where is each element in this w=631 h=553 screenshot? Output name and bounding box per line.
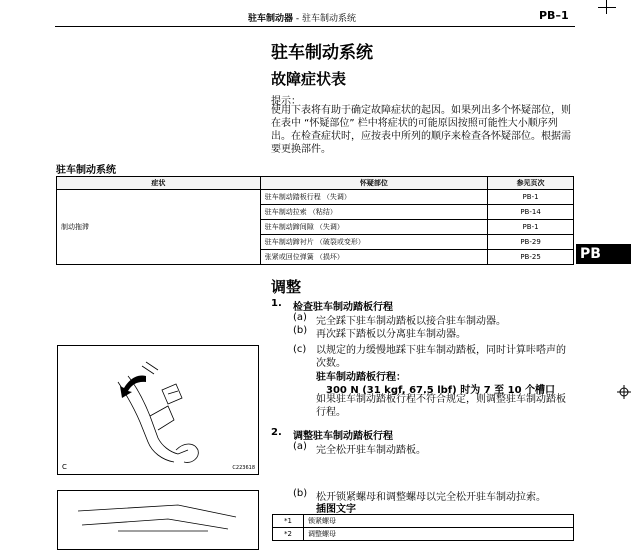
suspect-area-cell: 驻车制动踏板行程 （失调） <box>260 190 487 205</box>
spec-value: 300 N (31 kgf, 67.5 lbf) 时为 7 至 10 个槽口 <box>326 385 556 396</box>
page-ref-cell[interactable]: PB-14 <box>488 205 574 220</box>
pedal-illustration <box>57 345 259 475</box>
page-ref-cell[interactable]: PB-25 <box>488 250 574 265</box>
suspect-area-cell: 张紧或回位弹簧 （损坏） <box>260 250 487 265</box>
nut-illustration <box>57 490 259 550</box>
page-ref-cell[interactable]: PB-29 <box>488 235 574 250</box>
caption-table <box>272 514 574 541</box>
header-separator: - <box>293 14 302 24</box>
caption-title: 插图文字 <box>316 504 356 515</box>
substep-label: (a) <box>293 441 307 452</box>
figure-corner-letter: C <box>62 463 67 471</box>
symptom-table <box>56 176 574 265</box>
symptom-heading: 故障症状表 <box>271 70 347 88</box>
suspect-area-cell: 驻车制动蹄间隙 （失调） <box>260 220 487 235</box>
chapter-title: 驻车制动器 <box>248 14 294 24</box>
substep-text: 完全松开驻车制动踏板。 <box>316 445 426 456</box>
step-number: 2. <box>271 427 282 438</box>
page-title: 驻车制动系统 <box>271 43 373 63</box>
running-header <box>248 11 356 24</box>
suspect-area-cell: 驻车制动蹄衬片 （破裂或变形） <box>260 235 487 250</box>
substep-label: (b) <box>293 325 308 336</box>
substep-text: 以规定的力缓慢地踩下驻车制动踏板，同时计算咔嗒声的次数。 <box>316 345 566 369</box>
page-ref-cell[interactable]: PB-1 <box>488 190 574 205</box>
substep-label: (c) <box>293 344 307 355</box>
caption-text: 锁紧螺母 <box>304 515 574 528</box>
substep-label: (a) <box>293 312 307 323</box>
spec-note: 如果驻车制动踏板行程不符合规定，则调整驻车制动踏板行程。 <box>316 394 566 418</box>
hint-text: 使用下表将有助于确定故障症状的起因。如果列出多个怀疑部位，则在表中 “怀疑部位” 栏中将症状的可能原因按照可能性大小顺序列出。在检查症状时，应按表中所列的顺序来检查各怀疑部位。根据需要更换部件。 <box>271 105 571 155</box>
column-header: 参见页次 <box>488 177 574 190</box>
page-ref-cell[interactable]: PB-1 <box>488 220 574 235</box>
adjustment-heading: 调整 <box>271 278 302 296</box>
table-row <box>273 528 574 541</box>
hint-label: 提示： <box>271 96 301 107</box>
table-row <box>57 190 574 205</box>
table-title: 驻车制动系统 <box>56 165 116 176</box>
symptom-cell: 制动拖滞 <box>57 190 261 265</box>
caption-number: *2 <box>273 528 304 541</box>
registration-mark-icon <box>617 385 631 399</box>
substep-label: (b) <box>293 488 308 499</box>
substep-text: 完全踩下驻车制动踏板以接合驻车制动器。 <box>316 316 506 327</box>
substep-text: 再次踩下踏板以分离驻车制动器。 <box>316 329 466 340</box>
table-row <box>273 515 574 528</box>
arrow-icon <box>120 376 146 399</box>
column-header: 症状 <box>57 177 261 190</box>
page-number: PB–1 <box>539 9 569 22</box>
crop-mark <box>598 7 616 8</box>
substep-text: 松开锁紧螺母和调整螺母以完全松开驻车制动拉索。 <box>316 492 546 503</box>
caption-number: *1 <box>273 515 304 528</box>
step-title: 检查驻车制动踏板行程 <box>293 302 393 313</box>
section-tab: PB <box>576 244 631 264</box>
spec-title: 驻车制动踏板行程： <box>316 372 406 383</box>
suspect-area-cell: 驻车制动拉索 （粘结） <box>260 205 487 220</box>
caption-text: 调整螺母 <box>304 528 574 541</box>
figure-id: C223618 <box>232 465 255 471</box>
step-title: 调整驻车制动踏板行程 <box>293 431 393 442</box>
header-rule <box>55 26 575 27</box>
nut-drawing <box>58 491 258 549</box>
column-header: 怀疑部位 <box>260 177 487 190</box>
step-number: 1. <box>271 298 282 309</box>
chapter-subtitle: 驻车制动系统 <box>302 14 357 24</box>
pedal-drawing <box>58 346 258 474</box>
table-header-row <box>57 177 574 190</box>
